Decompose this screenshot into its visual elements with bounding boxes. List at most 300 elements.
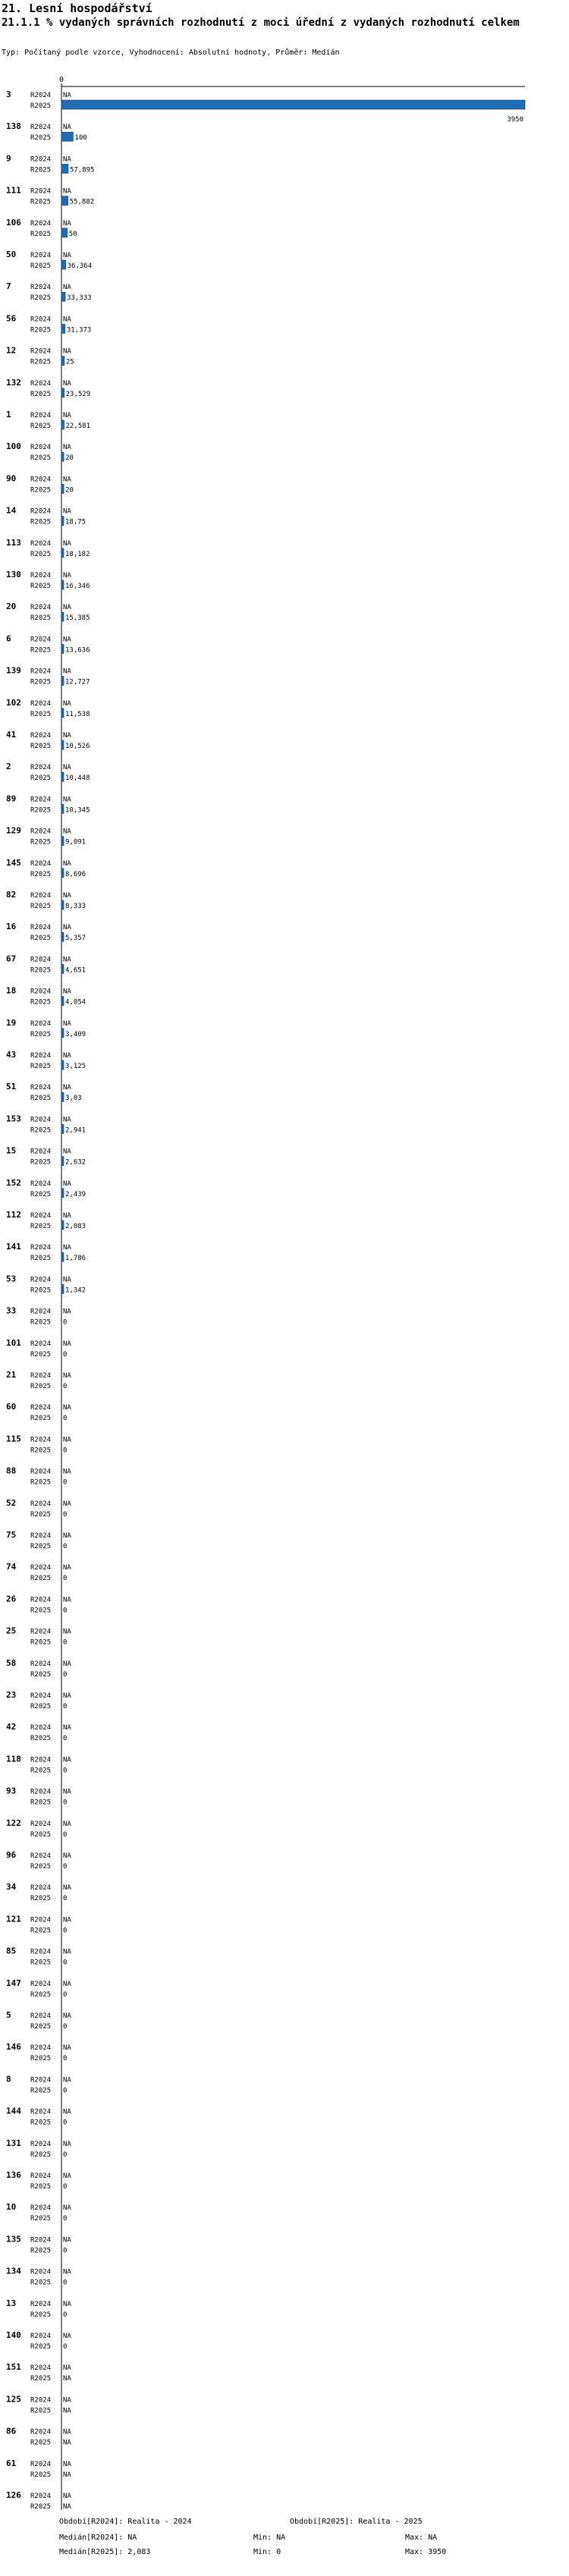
series-label-r2024: R2024 [30,764,52,772]
series-label-r2024: R2024 [30,1084,52,1092]
bar-r2025 [61,100,525,109]
category-label: 7 [6,281,11,292]
series-label-r2024: R2024 [30,1212,52,1220]
data-label-r2024: NA [63,828,71,836]
data-label-r2025: 100 [74,134,87,143]
data-label-r2025: 0 [63,1415,68,1423]
period-r2025: Období[R2025]: Realita - 2025 [290,2518,423,2526]
category-label: 10 [6,2202,17,2213]
series-label-r2024: R2024 [30,476,52,484]
data-label-r2024: NA [63,1116,71,1124]
data-label-r2024: NA [63,1276,71,1284]
data-label-r2024: NA [63,476,71,484]
series-label-r2025: R2025 [30,2023,52,2031]
category-label: 18 [6,985,17,996]
data-label-r2025: 2,083 [65,1223,86,1230]
data-label-r2024: NA [63,219,71,228]
series-label-r2025: R2025 [30,1063,52,1070]
series-label-r2025: R2025 [30,1638,52,1647]
data-label-r2024: NA [63,1564,71,1572]
data-label-r2024: NA [63,1244,71,1252]
series-label-r2025: R2025 [30,294,52,303]
series-label-r2025: R2025 [30,2503,52,2511]
category-label: 89 [6,793,17,804]
category-label: 115 [6,1434,21,1444]
series-label-r2025: R2025 [30,454,52,463]
category-label: 93 [6,1786,17,1796]
series-label-r2025: R2025 [30,2471,52,2479]
data-label-r2025: 0 [63,1670,68,1679]
series-label-r2025: R2025 [30,1990,52,1999]
data-label-r2024: NA [63,1724,71,1733]
category-label: 20 [6,602,17,612]
series-label-r2024: R2024 [30,1468,52,1476]
category-label: 152 [6,1177,21,1188]
category-label: 75 [6,1530,17,1540]
series-label-r2024: R2024 [30,2428,52,2436]
series-label-r2024: R2024 [30,1820,52,1828]
bar-r2025 [61,612,64,621]
category-label: 34 [6,1882,17,1893]
data-label-r2025: 0 [63,1383,68,1390]
series-label-r2025: R2025 [30,2375,52,2383]
data-label-r2024: NA [63,1468,71,1476]
category-label: 134 [6,2266,21,2276]
series-label-r2025: R2025 [30,710,52,718]
series-label-r2025: R2025 [30,614,52,623]
series-label-r2024: R2024 [30,1788,52,1796]
series-label-r2024: R2024 [30,2172,52,2180]
data-label-r2025: 0 [63,1447,68,1455]
series-label-r2025: R2025 [30,198,52,206]
series-label-r2024: R2024 [30,796,52,804]
data-label-r2024: NA [63,1884,71,1893]
series-label-r2025: R2025 [30,2087,52,2095]
data-label-r2024: NA [63,1948,71,1956]
series-label-r2024: R2024 [30,1852,52,1860]
category-label: 2 [6,762,11,772]
series-label-r2024: R2024 [30,219,52,228]
bar-r2025 [61,420,64,429]
median-r2024: Medián[R2024]: NA [59,2534,137,2542]
data-label-r2025: 2,941 [65,1126,86,1135]
series-label-r2025: R2025 [30,870,52,878]
category-label: 90 [6,473,17,484]
series-label-r2025: R2025 [30,1318,52,1327]
category-label: 135 [6,2234,21,2245]
data-label-r2024: NA [63,2076,71,2084]
category-label: 5 [6,2010,11,2020]
data-label-r2025: 4,054 [65,998,86,1007]
category-label: 9 [6,153,11,164]
category-label: 13 [6,2298,17,2308]
category-label: 136 [6,2170,21,2180]
series-label-r2024: R2024 [30,2076,52,2084]
data-label-r2024: NA [63,1852,71,1860]
series-label-r2025: R2025 [30,743,52,750]
series-label-r2024: R2024 [30,1724,52,1733]
bar-r2025 [61,1284,64,1293]
category-label: 14 [6,505,17,516]
data-label-r2024: NA [63,572,71,580]
data-label-r2025: 0 [63,1735,68,1743]
series-label-r2025: R2025 [30,1798,52,1807]
series-label-r2024: R2024 [30,572,52,580]
series-label-r2025: R2025 [30,1735,52,1743]
series-label-r2025: R2025 [30,486,52,495]
data-label-r2025: 0 [63,1830,68,1839]
bar-r2025 [61,292,65,301]
bar-r2025 [61,1029,64,1038]
bar-r2025 [61,869,64,878]
series-label-r2025: R2025 [30,2150,52,2159]
data-label-r2025: 12,727 [65,678,90,686]
data-label-r2024: NA [63,1628,71,1636]
data-label-r2025: 0 [63,2150,68,2159]
data-label-r2024: NA [63,2300,71,2308]
data-label-r2024: NA [63,2108,71,2116]
series-label-r2025: R2025 [30,1095,52,1103]
series-label-r2025: R2025 [30,262,52,270]
category-label: 140 [6,2330,21,2340]
category-label: 129 [6,825,21,836]
data-label-r2025: 0 [63,1350,68,1359]
data-label-r2024: NA [63,1660,71,1668]
series-label-r2025: R2025 [30,1478,52,1487]
data-label-r2024: NA [63,892,71,900]
series-label-r2024: R2024 [30,187,52,196]
min-r2024: Min: NA [253,2534,286,2542]
series-label-r2025: R2025 [30,1575,52,1583]
series-label-r2024: R2024 [30,1116,52,1124]
data-label-r2025: 0 [63,2215,68,2223]
category-label: 101 [6,1337,21,1348]
bar-r2025 [61,644,64,653]
data-label-r2025: 23,529 [65,390,91,398]
series-label-r2025: R2025 [30,1510,52,1519]
bar-r2025 [61,196,68,206]
data-label-r2025: 0 [63,2023,68,2031]
bar-r2025 [61,517,64,526]
data-label-r2024: NA [63,92,71,99]
data-label-r2024: NA [63,2364,71,2373]
data-label-r2024: NA [63,1148,71,1156]
data-label-r2024: NA [63,988,71,996]
series-label-r2025: R2025 [30,2407,52,2415]
category-label: 42 [6,1722,17,1733]
series-label-r2025: R2025 [30,2247,52,2255]
data-label-r2025: 10,345 [65,806,90,815]
data-label-r2024: NA [63,859,71,868]
category-label: 19 [6,1017,17,1028]
series-label-r2024: R2024 [30,636,52,644]
category-label: 96 [6,1850,17,1860]
data-label-r2024: NA [63,2140,71,2148]
data-label-r2025: 20 [65,454,74,463]
category-label: 153 [6,1114,21,1124]
max-r2024: Max: NA [405,2534,438,2542]
data-label-r2024: NA [63,2396,71,2405]
bar-r2025 [61,164,68,173]
series-label-r2025: R2025 [30,1223,52,1230]
data-label-r2025: 0 [63,1510,68,1519]
data-label-r2024: NA [63,2268,71,2276]
series-label-r2025: R2025 [30,230,52,238]
series-label-r2024: R2024 [30,1660,52,1668]
series-label-r2025: R2025 [30,1670,52,1679]
data-label-r2024: NA [63,1756,71,1764]
indicator-subtitle: 21.1.1 % vydaných správních rozhodnutí z moci úřední z vydaných rozhodnutí celkem [2,17,520,29]
axis-tick-label: 0 [59,76,64,84]
category-label: 82 [6,890,17,900]
category-label: 112 [6,1210,21,1220]
series-label-r2025: R2025 [30,518,52,526]
bar-r2025 [61,1124,64,1133]
data-label-r2025: 0 [63,1318,68,1327]
category-label: 139 [6,665,21,676]
series-label-r2024: R2024 [30,1436,52,1444]
series-label-r2024: R2024 [30,1596,52,1604]
series-label-r2025: R2025 [30,2343,52,2351]
bar-r2025 [61,452,64,461]
category-label: 12 [6,345,17,356]
bar-r2025 [61,132,73,141]
series-label-r2024: R2024 [30,2300,52,2308]
data-label-r2025: 13,636 [65,646,90,655]
data-label-r2024: NA [63,124,71,132]
bar-r2025 [61,357,64,366]
series-label-r2024: R2024 [30,1180,52,1188]
data-label-r2024: NA [63,956,71,964]
series-label-r2025: R2025 [30,1607,52,1615]
data-label-r2025: 0 [63,1959,68,1967]
category-label: 51 [6,1082,17,1092]
category-label: 60 [6,1402,17,1412]
category-label: 122 [6,1817,21,1828]
category-label: 6 [6,633,11,644]
category-label: 106 [6,217,21,228]
data-label-r2024: NA [63,347,71,356]
series-label-r2024: R2024 [30,859,52,868]
category-label: 43 [6,1050,17,1060]
data-label-r2025: 0 [63,2183,68,2191]
data-label-r2024: NA [63,1436,71,1444]
series-label-r2025: R2025 [30,102,52,110]
series-label-r2025: R2025 [30,423,52,430]
data-label-r2025: 0 [63,2311,68,2319]
data-label-r2024: NA [63,604,71,612]
series-label-r2024: R2024 [30,1916,52,1924]
series-label-r2024: R2024 [30,732,52,740]
series-label-r2024: R2024 [30,284,52,292]
data-label-r2025: NA [63,2407,71,2415]
bar-r2025 [61,580,64,589]
series-label-r2025: R2025 [30,390,52,398]
data-label-r2024: NA [63,1308,71,1316]
median-r2025: Medián[R2025]: 2,083 [59,2548,151,2556]
series-label-r2024: R2024 [30,1276,52,1284]
bar-r2025 [61,677,64,686]
category-label: 1 [6,410,11,419]
series-label-r2025: R2025 [30,1030,52,1038]
category-label: 121 [6,1914,21,1924]
series-label-r2025: R2025 [30,1286,52,1295]
bar-r2025 [61,997,64,1006]
series-label-r2024: R2024 [30,2364,52,2373]
data-label-r2024: NA [63,636,71,644]
series-label-r2024: R2024 [30,1948,52,1956]
type-description: Typ: Počítaný podle vzorce, Vyhodnocení: Absolutní hodnoty, Průměr: Medián [2,49,340,57]
series-label-r2024: R2024 [30,2108,52,2116]
data-label-r2025: 9,091 [65,838,86,847]
data-label-r2024: NA [63,1212,71,1220]
data-label-r2025: 1,786 [65,1255,86,1263]
data-label-r2024: NA [63,1532,71,1540]
category-label: 130 [6,570,21,580]
bar-r2025 [61,804,64,813]
series-label-r2025: R2025 [30,1959,52,1967]
data-label-r2024: NA [63,2460,71,2468]
bar-r2025 [61,1252,64,1261]
data-label-r2025: 0 [63,1638,68,1647]
data-label-r2025: 4,651 [65,966,86,975]
bar-r2025 [61,1092,64,1101]
series-label-r2025: R2025 [30,1190,52,1198]
data-label-r2025: 5,357 [65,935,86,943]
data-label-r2024: NA [63,1820,71,1828]
data-label-r2025: 33,333 [67,294,92,303]
category-label: 111 [6,185,21,196]
bar-r2025 [61,1157,64,1166]
series-label-r2025: R2025 [30,1927,52,1935]
category-label: 33 [6,1305,17,1316]
series-label-r2025: R2025 [30,166,52,174]
data-label-r2025: 0 [63,1575,68,1583]
category-label: 56 [6,313,17,324]
data-label-r2024: NA [63,444,71,452]
data-label-r2024: NA [63,1052,71,1060]
data-label-r2024: NA [63,732,71,740]
series-label-r2025: R2025 [30,1703,52,1711]
category-label: 53 [6,1274,17,1284]
category-label: 16 [6,922,17,932]
data-label-r2025: 36,364 [67,262,93,270]
series-label-r2025: R2025 [30,935,52,943]
category-label: 86 [6,2426,17,2436]
data-label-r2025: 0 [63,1895,68,1903]
series-label-r2024: R2024 [30,124,52,132]
data-label-r2024: NA [63,1500,71,1508]
data-label-r2024: NA [63,2204,71,2213]
period-r2024: Období[R2024]: Realita - 2024 [59,2518,192,2526]
data-label-r2025: 0 [63,1798,68,1807]
series-label-r2024: R2024 [30,1148,52,1156]
series-label-r2025: R2025 [30,1415,52,1423]
data-label-r2025: 0 [63,2087,68,2095]
bar-r2025 [61,740,64,749]
data-label-r2025: 25 [65,358,74,366]
data-label-r2025: 0 [63,2055,68,2063]
category-label: 151 [6,2362,21,2373]
category-label: 74 [6,1562,17,1572]
category-label: 3 [6,90,11,99]
data-label-r2025: 0 [63,1478,68,1487]
data-label-r2024: NA [63,539,71,548]
series-label-r2025: R2025 [30,1350,52,1359]
series-label-r2024: R2024 [30,1372,52,1380]
series-label-r2024: R2024 [30,412,52,419]
data-label-r2024: NA [63,284,71,292]
data-label-r2024: NA [63,2236,71,2245]
max-r2025: Max: 3950 [405,2548,447,2556]
data-label-r2025: 3,409 [65,1030,86,1038]
series-label-r2025: R2025 [30,966,52,975]
data-label-r2025: 0 [63,2247,68,2255]
data-label-r2025: NA [63,2471,71,2479]
data-label-r2025: 0 [63,1703,68,1711]
data-label-r2025: 18,182 [65,550,90,558]
category-label: 141 [6,1242,21,1252]
data-label-r2025: 2,632 [65,1158,86,1167]
series-label-r2025: R2025 [30,2055,52,2063]
category-label: 132 [6,377,21,388]
series-label-r2025: R2025 [30,2279,52,2287]
series-label-r2025: R2025 [30,806,52,815]
series-label-r2024: R2024 [30,956,52,964]
category-label: 126 [6,2490,21,2500]
data-label-r2024: NA [63,924,71,932]
series-label-r2024: R2024 [30,1628,52,1636]
data-label-r2024: NA [63,699,71,708]
series-label-r2025: R2025 [30,646,52,655]
series-label-r2024: R2024 [30,828,52,836]
data-label-r2024: NA [63,2333,71,2340]
data-label-r2024: NA [63,187,71,196]
bar-r2025 [61,932,64,941]
data-label-r2025: 0 [63,2279,68,2287]
data-label-r2025: 20 [65,486,74,495]
category-label: 146 [6,2042,21,2053]
bar-r2025 [61,964,64,973]
series-label-r2024: R2024 [30,1052,52,1060]
series-label-r2024: R2024 [30,2396,52,2405]
bar-r2025 [61,1189,64,1198]
data-label-r2025: 8,333 [65,903,86,910]
category-label: 67 [6,953,17,964]
data-label-r2025: 10,526 [65,743,90,750]
series-label-r2024: R2024 [30,316,52,324]
category-label: 23 [6,1690,17,1700]
category-label: 8 [6,2074,11,2084]
series-label-r2025: R2025 [30,1447,52,1455]
data-label-r2025: 1,342 [65,1286,86,1295]
category-label: 88 [6,1465,17,1476]
series-label-r2025: R2025 [30,1383,52,1390]
data-label-r2025: 0 [63,1607,68,1615]
data-label-r2025: NA [63,2375,71,2383]
series-label-r2024: R2024 [30,668,52,676]
series-label-r2024: R2024 [30,2044,52,2053]
data-label-r2025: 0 [63,1543,68,1550]
data-label-r2025: 10,448 [65,774,90,783]
data-label-r2024: NA [63,668,71,676]
series-label-r2025: R2025 [30,134,52,143]
data-label-r2024: NA [63,2493,71,2500]
series-label-r2025: R2025 [30,583,52,590]
data-label-r2024: NA [63,1180,71,1188]
data-label-r2024: NA [63,252,71,259]
data-label-r2024: NA [63,2044,71,2053]
